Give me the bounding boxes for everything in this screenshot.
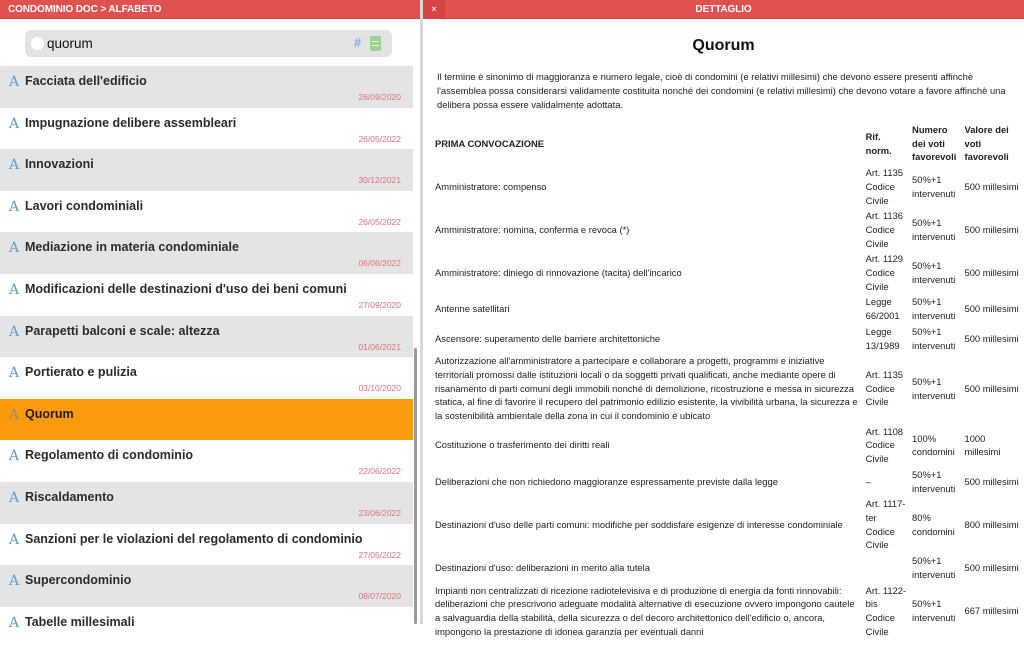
- list-item[interactable]: [0, 440, 413, 482]
- cell-rif-norm: Art. 1129 Codice Civile: [865, 253, 904, 292]
- list-item-date: 03/10/2020: [358, 383, 401, 394]
- clear-search-icon[interactable]: [31, 37, 44, 50]
- cell-valore-voti: 500 millesimi: [964, 382, 1019, 394]
- cell-description: Costituzione o trasferimento dei diritti reali: [435, 439, 610, 451]
- detail-header: [423, 0, 1024, 19]
- list-item[interactable]: [0, 524, 413, 566]
- cell-numero-voti: 50%+1 intervenuti: [912, 555, 956, 580]
- scrollbar[interactable]: [414, 348, 417, 624]
- table-row: [433, 324, 1021, 353]
- list-item[interactable]: [0, 607, 413, 648]
- article-icon: A: [9, 614, 20, 631]
- list-item[interactable]: [0, 149, 413, 191]
- list-item-date: 26/05/2022: [358, 133, 401, 144]
- article-icon: A: [9, 448, 20, 465]
- table-row: [433, 467, 1021, 496]
- cell-numero-voti: 50%+1 intervenuti: [912, 260, 956, 285]
- list-item-date: 27/05/2022: [358, 549, 401, 560]
- list-item-title: Modificazioni delle destinazioni d'uso dei beni comuni: [25, 281, 347, 296]
- list-item-date: 26/05/2022: [358, 216, 401, 227]
- table-row: [433, 251, 1021, 294]
- cell-numero-voti: 50%+1 intervenuti: [912, 325, 956, 351]
- cell-rif-norm: [864, 553, 910, 582]
- detail-title: Quorum: [692, 37, 755, 54]
- list-item-title: Regolamento di condominio: [25, 448, 194, 463]
- list-item-title: Parapetti balconi e scale: altezza: [25, 323, 220, 338]
- table-row: [433, 353, 1021, 424]
- list-item[interactable]: [0, 482, 413, 524]
- article-icon: A: [9, 531, 20, 548]
- list-item-title: Portierato e pulizia: [25, 365, 137, 380]
- article-icon: A: [9, 489, 20, 506]
- cell-valore-voti: 500 millesimi: [964, 475, 1019, 487]
- table-row: [433, 424, 1021, 467]
- cell-rif-norm: Legge 13/1989: [865, 325, 900, 351]
- cell-numero-voti: 50%+1 intervenuti: [912, 173, 956, 199]
- cell-description: Amministratore: nomina, conferma e revoca (*): [435, 223, 630, 235]
- database-icon[interactable]: [370, 36, 381, 51]
- cell-description: Destinazioni d'uso: deliberazioni in merito alla tutela: [435, 561, 650, 573]
- list-item[interactable]: [0, 66, 413, 108]
- header-valore-voti: Valore dei voti favorevoli: [964, 124, 1009, 163]
- list-pane: [0, 0, 420, 631]
- cell-valore-voti: 500 millesimi: [964, 332, 1019, 344]
- list-item-date: 30/12/2021: [358, 175, 401, 186]
- list-item[interactable]: [0, 108, 413, 150]
- cell-rif-norm: Art. 1122-bis Codice Civile: [865, 584, 907, 637]
- list-item-title: Supercondominio: [25, 573, 132, 588]
- cell-rif-norm: Art. 1108 Codice Civile: [865, 425, 904, 465]
- list-item[interactable]: [0, 399, 413, 441]
- detail-pane: [423, 0, 1024, 637]
- list-item-date: 08/07/2020: [358, 591, 401, 602]
- header-rif-norm: Rif. norm.: [865, 130, 892, 156]
- cell-rif-norm: Art. 1136 Codice Civile: [865, 210, 904, 249]
- close-button[interactable]: ×: [423, 0, 445, 19]
- cell-description: Amministratore: compenso: [435, 180, 547, 192]
- hash-icon[interactable]: #: [354, 35, 362, 50]
- article-icon: A: [9, 365, 20, 382]
- list-item-title: Facciata dell'edificio: [25, 74, 147, 88]
- cell-numero-voti: 80% condomini: [912, 511, 955, 537]
- cell-valore-voti: 800 millesimi: [964, 518, 1019, 530]
- cell-valore-voti: 500 millesimi: [964, 267, 1019, 279]
- article-icon: A: [9, 157, 20, 174]
- cell-description: Destinazioni d'uso delle parti comuni: modifiche per soddisfare esigenze di interesse condominiale: [435, 518, 843, 530]
- list-item-title: Tabelle millesimali: [25, 614, 135, 629]
- cell-numero-voti: 50%+1 intervenuti: [912, 217, 956, 242]
- cell-valore-voti: 500 millesimi: [964, 223, 1019, 235]
- cell-description: Ascensore: superamento delle barriere architettoniche: [435, 332, 661, 344]
- list-item[interactable]: [0, 357, 413, 399]
- list-item-title: Mediazione in materia condominiale: [25, 240, 239, 255]
- cell-numero-voti: 100% condomini: [912, 432, 955, 458]
- cell-rif-norm: Legge 66/2001: [865, 296, 900, 322]
- table-row: [433, 294, 1021, 323]
- cell-description: Impianti non centralizzati di ricezione radiotelevisiva e di produzione di energia da fonti rinnovabili: deliberazioni che prescrivono adeguate modalità alternative di esecuzione ovvero impongono cautele a salvaguardia della stabilità, della sicurezza o del decoro architettonico dell'edificio o, ancora, impongono la prestazione di idonea garanzia per eventuali danni: [435, 584, 855, 637]
- list-item-date: 01/06/2021: [358, 341, 401, 352]
- breadcrumb: CONDOMINIO DOC > ALFABETO: [0, 0, 420, 19]
- cell-rif-norm: Art. 1135 Codice Civile: [865, 368, 904, 408]
- list-item-date: 26/09/2020: [358, 92, 401, 102]
- cell-description: Amministratore: diniego di rinnovazione (tacita) dell'incarico: [435, 267, 682, 279]
- list-item-title: Quorum: [25, 406, 74, 421]
- article-icon: A: [9, 115, 20, 132]
- list-item-date: 23/06/2022: [358, 507, 401, 518]
- cell-description: Autorizzazione all'amministratore a partecipare e collaborare a progetti, programmi e iniziative territoriali promossi dalle istituzioni locali o da soggetti privati qualificati, anche mediante opere di risanamento di parti comuni degli immobili nonché di demolizione, ricostruzione e messa in sicurezza statica, al fine di favorire il recupero del patrimonio edilizio esistente, la vivibilità urbana, la sicurezza e la sostenibilità ambientale della zona in cui il condominio è ubicato: [435, 355, 858, 422]
- cell-valore-voti: 1000 millesimi: [964, 432, 1001, 458]
- list-item[interactable]: [0, 232, 413, 274]
- header-numero-voti: Numero dei voti favorevoli: [912, 124, 957, 163]
- cell-description: Deliberazioni che non richiedono maggioranze espressamente previste dalla legge: [435, 475, 778, 487]
- list-item-date: 22/06/2022: [358, 466, 401, 477]
- cell-rif-norm: –: [865, 475, 871, 487]
- topic-list: [0, 66, 413, 648]
- table-row: [433, 496, 1021, 553]
- list-item-date: 27/09/2020: [358, 299, 401, 310]
- list-item-title: Innovazioni: [25, 157, 94, 172]
- cell-numero-voti: 50%+1 intervenuti: [912, 598, 956, 623]
- article-icon: A: [9, 406, 20, 423]
- list-item-title: Impugnazione delibere assembleari: [25, 115, 237, 130]
- detail-header-title: DETTAGLIO: [695, 4, 752, 15]
- cell-valore-voti: 667 millesimi: [964, 605, 1019, 617]
- search-bar: [25, 30, 392, 57]
- table-row: [433, 208, 1021, 251]
- article-icon: A: [9, 74, 20, 90]
- cell-rif-norm: Art. 1135 Codice Civile: [865, 167, 904, 206]
- intro-text: Il termine è sinonimo di maggioranza e numero legale, cioè di condomini (e relativi millesimi) che devono essere presenti affinchè l'assemblea possa considerarsi validamente costituita nonché dei condomini (e relativi millesimi) che devono votare a favore affinchè una delibera possa essere validalmente adottata.: [437, 71, 1006, 110]
- list-item[interactable]: [0, 274, 413, 316]
- cell-valore-voti: 500 millesimi: [964, 303, 1019, 315]
- list-item-date: 06/06/2022: [358, 258, 401, 269]
- article-icon: A: [9, 198, 20, 215]
- list-item[interactable]: [0, 191, 413, 233]
- list-item-title: Lavori condominiali: [25, 198, 144, 213]
- table-row: [433, 583, 1021, 640]
- article-icon: A: [9, 323, 20, 340]
- cell-numero-voti: 50%+1 intervenuti: [912, 375, 956, 401]
- cell-rif-norm: Art. 1117-ter Codice Civile: [865, 498, 906, 551]
- header-prima-convocazione: PRIMA CONVOCAZIONE: [435, 137, 545, 149]
- cell-description: Antenne satellitari: [435, 303, 510, 315]
- cell-valore-voti: 500 millesimi: [964, 561, 1019, 573]
- quorum-table: [433, 122, 1021, 639]
- cell-valore-voti: 500 millesimi: [964, 180, 1019, 192]
- table-row: [433, 553, 1021, 582]
- table-row: [433, 165, 1021, 208]
- cell-numero-voti: 50%+1 intervenuti: [912, 296, 956, 322]
- list-item[interactable]: [0, 565, 413, 607]
- cell-numero-voti: 50%+1 intervenuti: [912, 468, 956, 494]
- list-item-title: Sanzioni per le violazioni del regolamento di condominio: [25, 531, 363, 546]
- article-icon: A: [9, 573, 20, 590]
- article-icon: A: [9, 240, 20, 257]
- list-item-title: Riscaldamento: [25, 489, 114, 504]
- list-item[interactable]: [0, 316, 413, 358]
- search-input[interactable]: [47, 30, 347, 57]
- table-header-row: [433, 122, 1021, 165]
- article-icon: A: [9, 281, 20, 298]
